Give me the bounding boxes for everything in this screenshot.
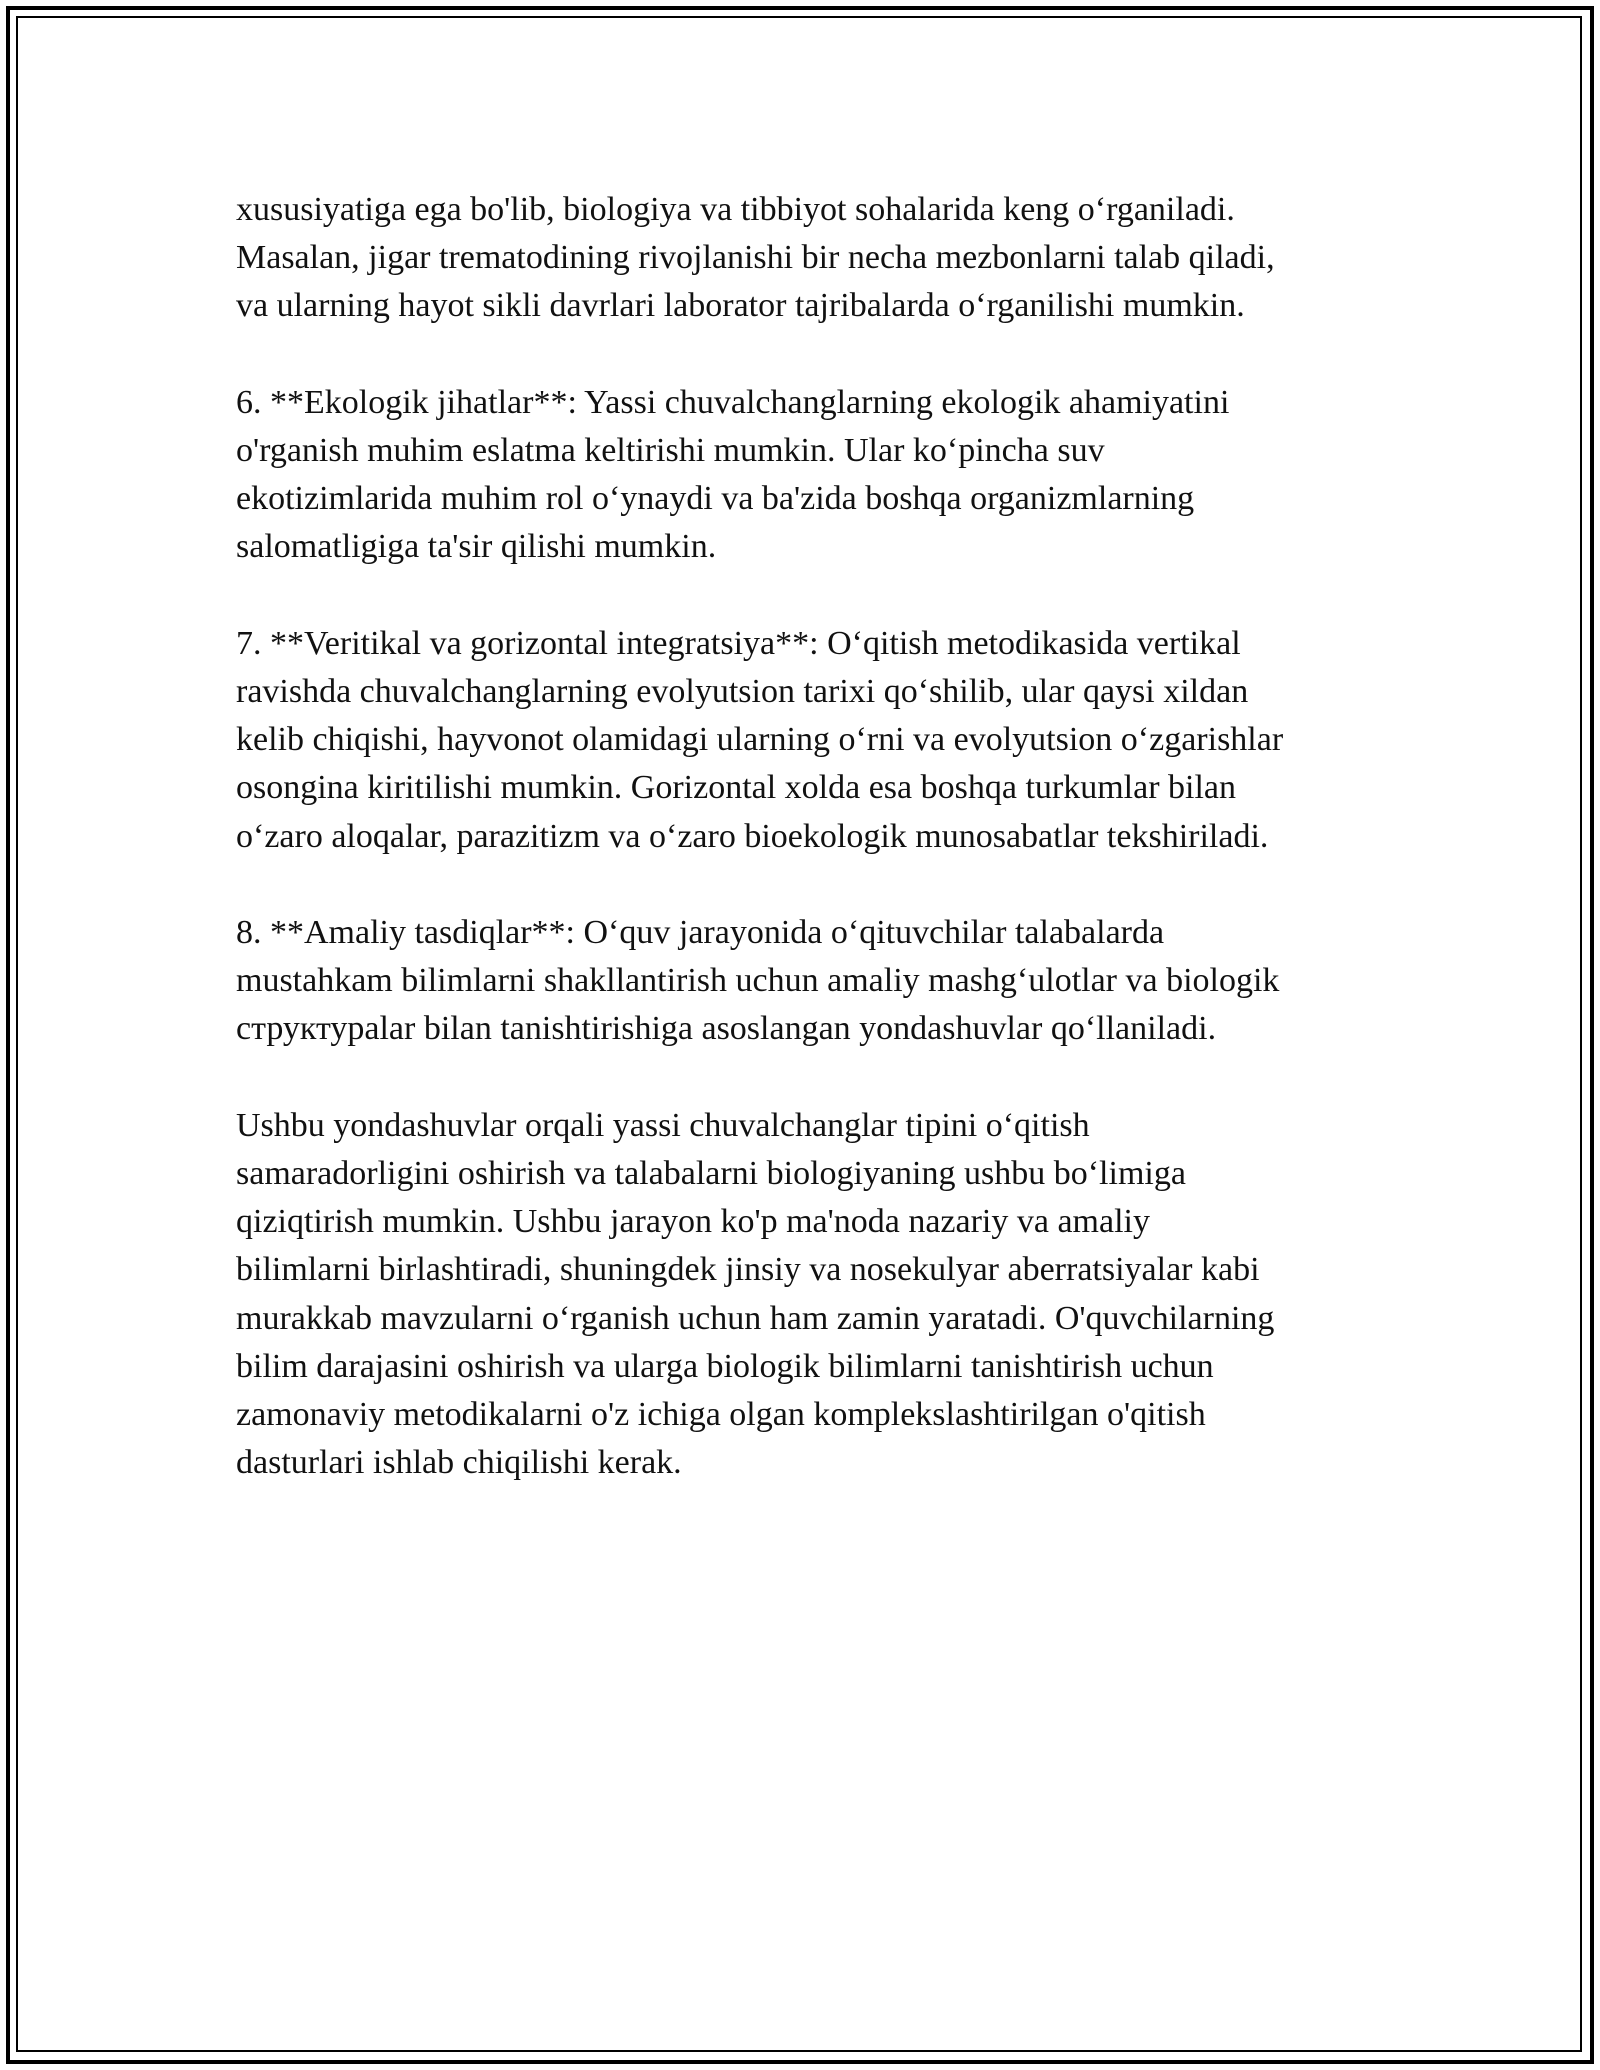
text-line: ekotizimlarida muhim rol o‘ynaydi va ba'zida boshqa organizmlarning — [236, 480, 1195, 518]
text-line: xususiyatiga ega bo'lib, biologiya va tibbiyot sohalarida keng o‘rganiladi. — [236, 191, 1235, 228]
text-line: zamonaviy metodikalarni o'z ichiga olgan komplekslashtirilgan o'qitish — [236, 1396, 1206, 1434]
document-body — [236, 186, 1386, 1536]
paragraph-conclusion — [236, 1102, 1386, 1488]
text-line: ravishda chuvalchanglarning evolyutsion tarixi qo‘shilib, ular qaysi xildan — [236, 673, 1249, 710]
text-line: qiziqtirish mumkin. Ushbu jarayon ko'p ma'noda nazariy va amaliy — [236, 1203, 1150, 1241]
text-line: 6. **Ekologik jihatlar**: Yassi chuvalchanglarning ekologik ahamiyatini — [236, 383, 1230, 421]
text-line: bilimlarni birlashtiradi, shuningdek jinsiy va nosekulyar aberratsiyalar kabi — [236, 1251, 1260, 1289]
text-line: Ushbu yondashuvlar orqali yassi chuvalchanglar tipini o‘qitish — [236, 1106, 1090, 1144]
paragraph-ecological-aspects — [236, 379, 1386, 572]
paragraph-practical — [236, 909, 1386, 1054]
text-line: osongina kiritilishi mumkin. Gorizontal xolda esa boshqa turkumlar bilan — [236, 769, 1237, 807]
paragraph-integration — [236, 620, 1386, 861]
text-line: o‘zaro aloqalar, parazitizm va o‘zaro bioekologik munosabatlar tekshiriladi. — [236, 817, 1269, 855]
text-line: 7. **Veritikal va gorizontal integratsiya**: O‘qitish metodikasida vertikal — [236, 624, 1241, 662]
text-line: dasturlari ishlab chiqilishi kerak. — [236, 1444, 682, 1482]
text-line: va ularning hayot sikli davrlari laborator tajribalarda o‘rganilishi mumkin. — [236, 287, 1245, 325]
text-line: Masalan, jigar trematodining rivojlanishi bir necha mezbonlarni talab qiladi, — [236, 239, 1275, 277]
paragraph-continuation — [236, 186, 1386, 331]
text-line: samaradorligini oshirish va talabalarni biologiyaning ushbu bo‘limiga — [236, 1155, 1186, 1192]
text-line: mustahkam bilimlarni shakllantirish uchun amaliy mashg‘ulotlar va biologik — [236, 962, 1280, 1000]
text-line: salomatligiga ta'sir qilishi mumkin. — [236, 528, 717, 566]
text-line: o'rganish muhim eslatma keltirishi mumkin. Ular ko‘pincha suv — [236, 432, 1105, 469]
text-line: 8. **Amaliy tasdiqlar**: O‘quv jarayonida o‘qituvchilar talabalarda — [236, 914, 1165, 951]
text-line: murakkab mavzularni o‘rganish uchun ham zamin yaratadi. O'quvchilarning — [236, 1299, 1275, 1337]
text-line: структурalar bilan tanishtirishiga asoslangan yondashuvlar qo‘llaniladi. — [236, 1010, 1217, 1048]
text-line: bilim darajasini oshirish va ularga biologik bilimlarni tanishtirish uchun — [236, 1347, 1214, 1385]
text-line: kelib chiqishi, hayvonot olamidagi ularning o‘rni va evolyutsion o‘zgarishlar — [236, 721, 1284, 759]
